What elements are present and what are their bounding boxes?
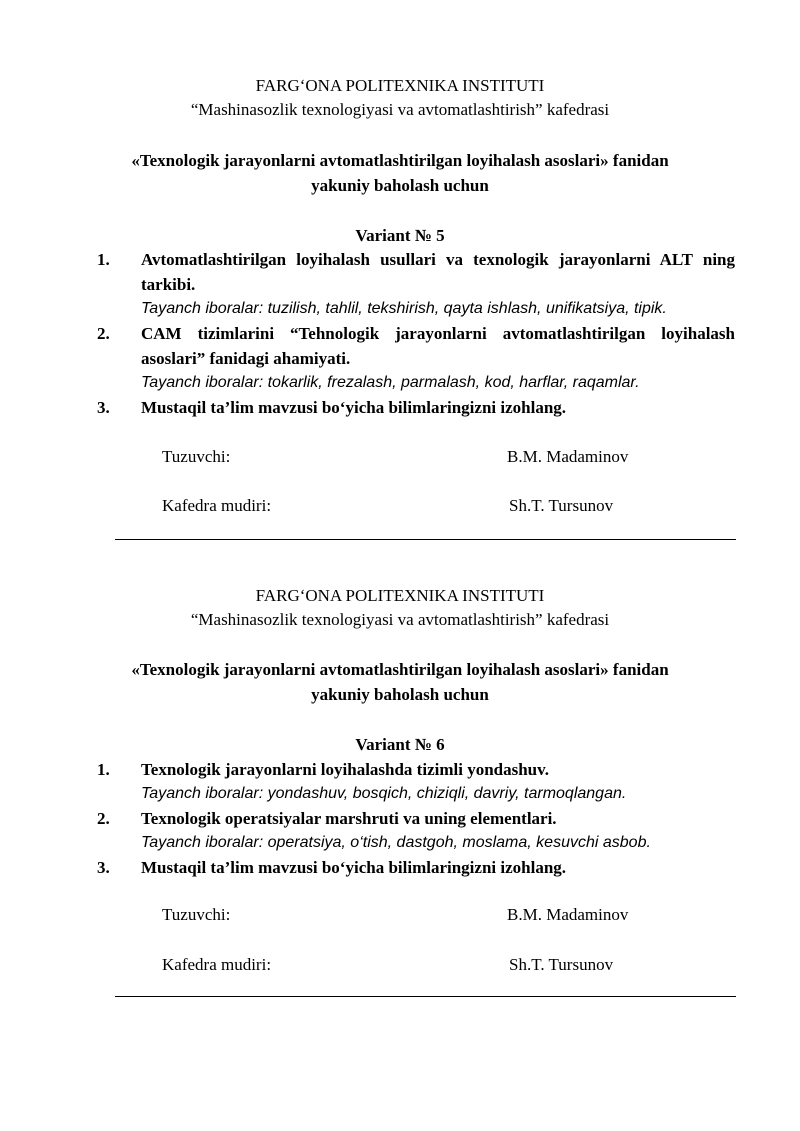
head-name: Sh.T. Tursunov (509, 496, 614, 515)
question-number: 2. (97, 324, 110, 343)
question-number: 1. (97, 760, 110, 779)
question-keywords: Tayanch iboralar: tuzilish, tahlil, tekshirish, qayta ishlash, unifikatsiya, tipik. (141, 300, 667, 317)
compiler-label: Tuzuvchi: (162, 447, 231, 466)
compiler-name: B.M. Madaminov (507, 905, 629, 924)
course-title-line1: «Texnologik jarayonlarni avtomatlashtirilgan loyihalash asoslari» fanidan (131, 660, 669, 679)
question-text: Mustaqil ta’lim mavzusi bo‘yicha bilimlaringizni izohlang. (141, 858, 567, 877)
question-item (0, 247, 800, 321)
question-item (0, 321, 800, 395)
institute-name: FARG‘ONA POLITEXNIKA INSTITUTI (255, 76, 545, 95)
variant-label: Variant № 6 (355, 735, 445, 754)
question-keywords: Tayanch iboralar: yondashuv, bosqich, chiziqli, davriy, tarmoqlangan. (141, 785, 627, 802)
question-text: Mustaqil ta’lim mavzusi bo‘yicha bilimlaringizni izohlang. (141, 398, 567, 417)
head-name: Sh.T. Tursunov (509, 955, 614, 974)
question-keywords: Tayanch iboralar: tokarlik, frezalash, parmalash, kod, harflar, raqamlar. (141, 374, 640, 391)
question-list (0, 757, 800, 880)
separator-line (115, 539, 736, 540)
question-keywords: Tayanch iboralar: operatsiya, o‘tish, dastgoh, moslama, kesuvchi asbob. (141, 834, 651, 851)
question-list (0, 247, 800, 420)
question-number: 3. (97, 398, 110, 417)
institute-name: FARG‘ONA POLITEXNIKA INSTITUTI (255, 586, 545, 605)
question-number: 3. (97, 858, 110, 877)
question-text: Texnologik operatsiyalar marshruti va uning elementlari. (141, 809, 557, 828)
department-name: “Mashinasozlik texnologiyasi va avtomatlashtirish” kafedrasi (190, 100, 610, 119)
compiler-label: Tuzuvchi: (162, 905, 231, 924)
question-text: Texnologik jarayonlarni loyihalashda tizimli yondashuv. (141, 760, 549, 779)
question-number: 1. (97, 250, 110, 269)
course-title-line1: «Texnologik jarayonlarni avtomatlashtirilgan loyihalash asoslari» fanidan (131, 151, 669, 170)
course-title-line2: yakuniy baholash uchun (311, 176, 489, 195)
department-name: “Mashinasozlik texnologiyasi va avtomatlashtirish” kafedrasi (190, 610, 610, 629)
compiler-name: B.M. Madaminov (507, 447, 629, 466)
question-text: CAM tizimlarini “Tehnologik jarayonlarni avtomatlashtirilgan loyihalash asoslari” fanidagi ahamiyati. (141, 324, 735, 368)
question-number: 2. (97, 809, 110, 828)
question-item (0, 757, 800, 806)
head-label: Kafedra mudiri: (162, 496, 272, 515)
question-item (0, 395, 800, 420)
question-text: Avtomatlashtirilgan loyihalash usullari va texnologik jarayonlarni ALT ning tarkibi. (141, 250, 735, 294)
course-title-line2: yakuniy baholash uchun (311, 685, 489, 704)
variant-label: Variant № 5 (355, 226, 445, 245)
question-item (0, 855, 800, 880)
separator-line (115, 996, 736, 997)
head-label: Kafedra mudiri: (162, 955, 272, 974)
question-item (0, 806, 800, 855)
